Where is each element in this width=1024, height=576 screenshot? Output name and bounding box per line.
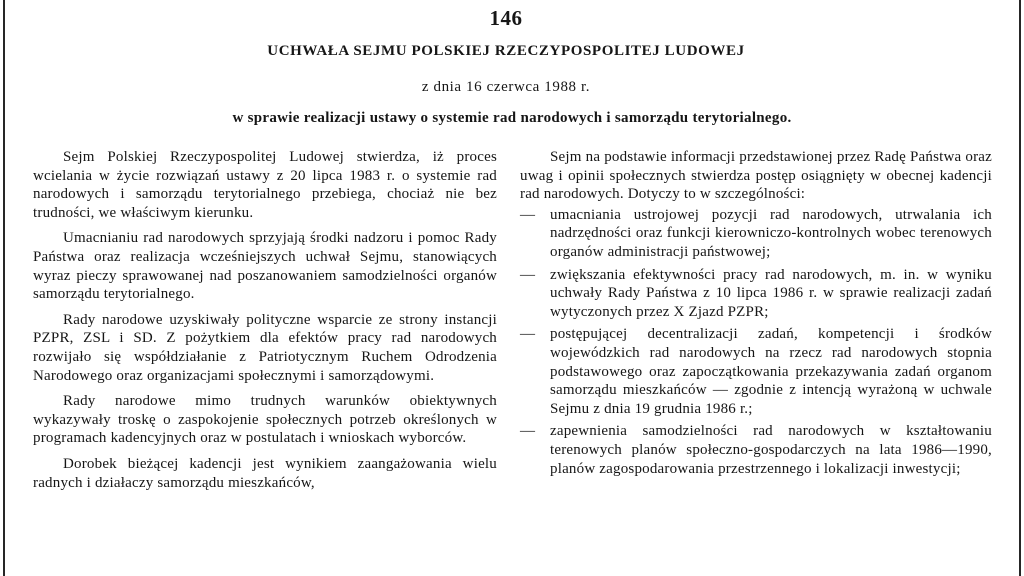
paragraph: Rady narodowe uzyskiwały polityczne wsparcie ze strony instancji PZPR, ZSL i SD. Z pożytkiem dla efektów pracy rad narodowych rozwijało się współdziałanie z Patriotycznym Ruchem Odrodzenia Narodowego oraz organizacjami społecznymi i samorządowymi. bbox=[33, 311, 497, 384]
list-item bbox=[520, 325, 992, 418]
list-item bbox=[520, 422, 992, 478]
list-item-text: zapewnienia samodzielności rad narodowych w kształtowaniu terenowych planów społeczno-gospodarczych na lata 1986—1990, planów zagospodarowania przestrzennego i lokalizacji inwestycji; bbox=[550, 423, 992, 477]
paragraph: Umacnianiu rad narodowych sprzyjają środki nadzoru i pomoc Rady Państwa oraz realizacja wcześniejszych uchwał Sejmu, stanowiących wyraz pieczy sprawowanej nad poszanowaniem samodzielności organów samorządu terytorialnego. bbox=[33, 230, 497, 303]
document-date: z dnia 16 czerwca 1988 r. bbox=[421, 79, 591, 95]
page-right-edge bbox=[1019, 0, 1021, 576]
left-column bbox=[33, 148, 497, 499]
list-item-text: umacniania ustrojowej pozycji rad narodowych, utrwalania ich nadrzędności oraz funkcji kierowniczo-kontrolnych wobec terenowych organów administracji państwowej; bbox=[550, 206, 992, 260]
document-title: UCHWAŁA SEJMU POLSKIEJ RZECZYPOSPOLITEJ LUDOWEJ bbox=[267, 43, 745, 59]
list-item bbox=[520, 206, 992, 262]
dash-bullet: — bbox=[520, 423, 536, 440]
list-item-text: zwiększania efektywności pracy rad narodowych, m. in. w wyniku uchwały Rady Państwa z 10 lipca 1986 r. w sprawie realizacji zadań wytyczonych przez X Zjazd PZPR; bbox=[550, 266, 992, 320]
list-item bbox=[520, 266, 992, 322]
page-number: 146 bbox=[489, 6, 523, 30]
list-item-text: postępującej decentralizacji zadań, kompetencji i środków wojewódzkich rad narodowych na rzecz rad narodowych stopnia podstawowego oraz zapoczątkowania przekazywania zadań organom samorządu mieszkańców — zgodnie z intencją wyrażoną w uchwale Sejmu z dnia 19 grudnia 1986 r.; bbox=[550, 326, 992, 417]
paragraph: Rady narodowe mimo trudnych warunków obiektywnych wykazywały troskę o zaspokojenie społecznych potrzeb określonych w programach kadencyjnych oraz w postulatach i wnioskach wyborców. bbox=[33, 393, 497, 447]
document-subject: w sprawie realizacji ustawy o systemie rad narodowych i samorządu terytorialnego. bbox=[232, 110, 792, 126]
right-column bbox=[520, 148, 992, 482]
intro-paragraph: Sejm na podstawie informacji przedstawionej przez Radę Państwa oraz uwag i opinii społecznych stwierdza postęp osiągnięty w obecnej kadencji rad narodowych. Dotyczy to w szczególności: bbox=[520, 149, 992, 203]
dash-bullet: — bbox=[520, 206, 536, 223]
dash-list bbox=[520, 206, 992, 478]
paragraph: Sejm Polskiej Rzeczypospolitej Ludowej stwierdza, iż proces wcielania w życie rozwiązań ustawy z 20 lipca 1983 r. o systemie rad narodowych i samorządu terytorialnego przebiega, chociaż nie bez trudności, we właściwym kierunku. bbox=[33, 149, 497, 221]
dash-bullet: — bbox=[520, 266, 536, 283]
paragraph: Dorobek bieżącej kadencji jest wynikiem zaangażowania wielu radnych i działaczy samorządu mieszkańców, bbox=[33, 455, 497, 491]
dash-bullet: — bbox=[520, 326, 536, 343]
